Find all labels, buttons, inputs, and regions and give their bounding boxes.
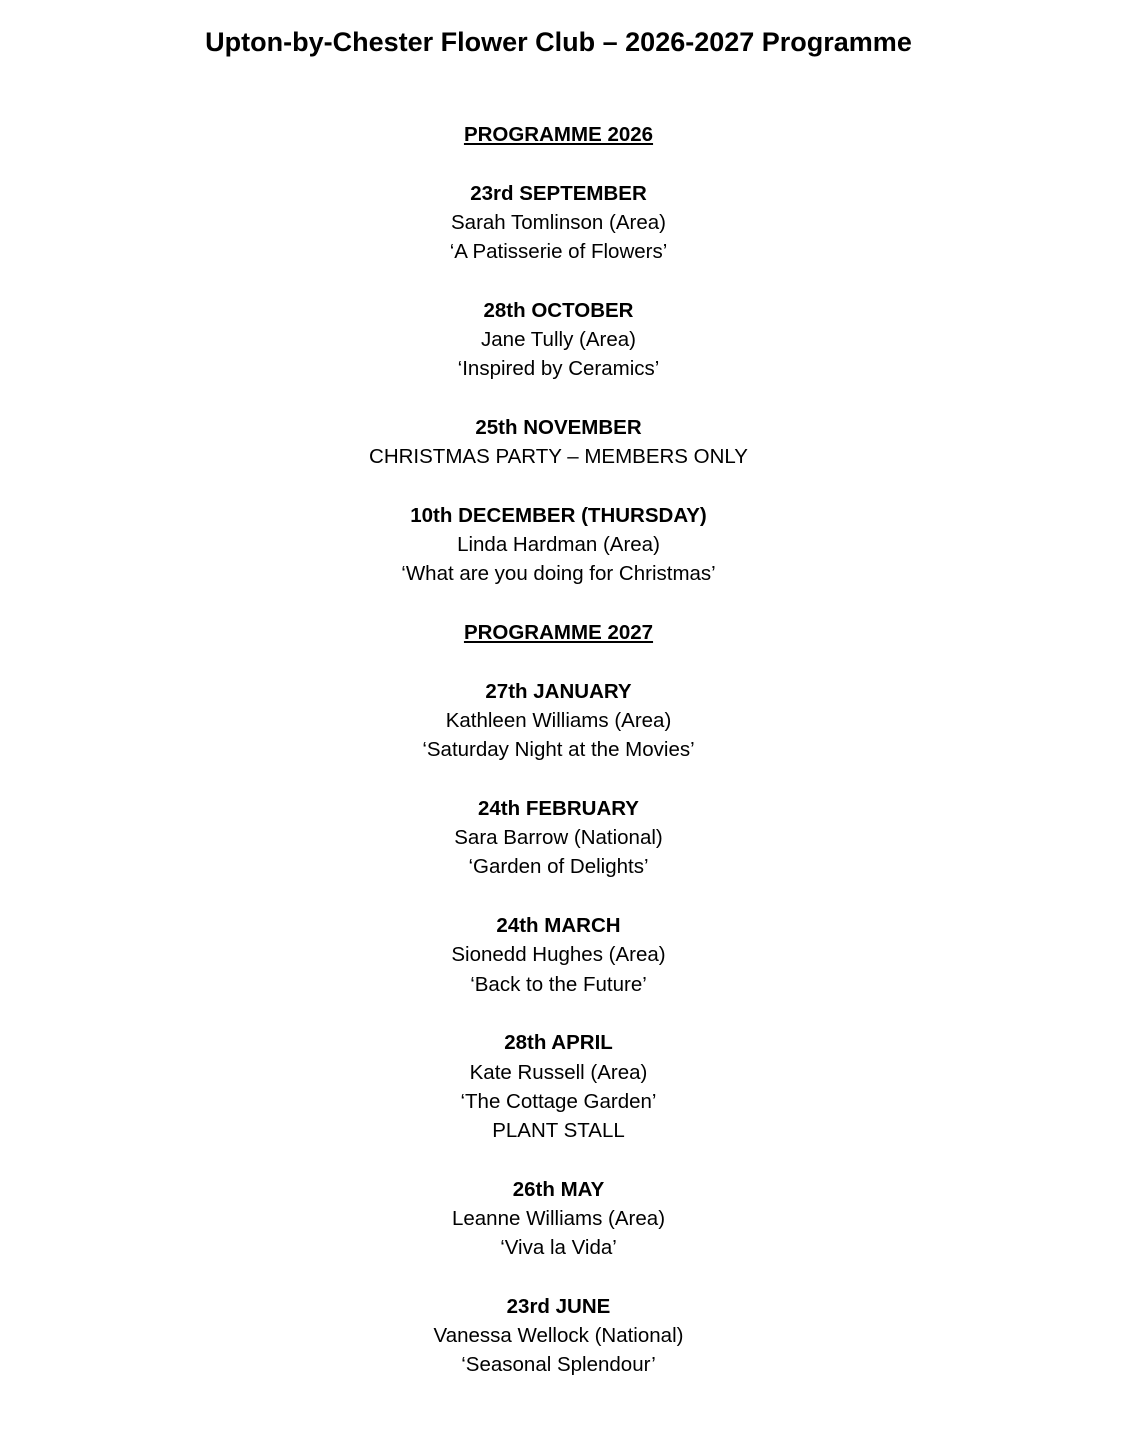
spacer <box>0 765 1117 794</box>
spacer <box>0 589 1117 618</box>
spacer <box>0 1263 1117 1292</box>
event-speaker: Vanessa Wellock (National) <box>433 1324 684 1348</box>
event-date: 27th JANUARY <box>485 679 632 703</box>
event-topic: ‘A Patisserie of Flowers’ <box>449 240 668 264</box>
event-date: 26th MAY <box>512 1177 605 1201</box>
event-topic: ‘The Cottage Garden’ <box>460 1089 657 1113</box>
event-block <box>0 677 1117 765</box>
event-block <box>0 501 1117 589</box>
event-topic: ‘Viva la Vida’ <box>500 1236 617 1260</box>
event-speaker: Leanne Williams (Area) <box>451 1206 666 1230</box>
event-date: 28th APRIL <box>504 1031 613 1055</box>
event-topic: ‘Inspired by Ceramics’ <box>457 357 660 381</box>
section-heading-2026: PROGRAMME 2026 <box>463 123 654 146</box>
spacer <box>0 149 1117 178</box>
event-date: 28th OCTOBER <box>483 298 634 322</box>
spacer <box>0 999 1117 1028</box>
event-block <box>0 1175 1117 1263</box>
event-speaker: Kathleen Williams (Area) <box>445 708 672 732</box>
event-speaker: Jane Tully (Area) <box>481 328 636 352</box>
event-speaker: Sionedd Hughes (Area) <box>451 943 666 967</box>
event-date: 10th DECEMBER (THURSDAY) <box>410 503 707 527</box>
spacer <box>0 1145 1117 1174</box>
event-block <box>0 1028 1117 1145</box>
event-topic: ‘Back to the Future’ <box>470 972 647 996</box>
event-block <box>0 911 1117 999</box>
event-block <box>0 794 1117 882</box>
document-title: Upton-by-Chester Flower Club – 2026-2027 Programme <box>205 27 912 57</box>
event-block <box>0 413 1117 472</box>
event-date: 25th NOVEMBER <box>475 415 642 439</box>
event-date: 23rd JUNE <box>506 1294 611 1318</box>
event-speaker: CHRISTMAS PARTY – MEMBERS ONLY <box>369 445 748 469</box>
spacer <box>0 384 1117 413</box>
spacer <box>0 472 1117 501</box>
programme-content <box>0 120 1117 1380</box>
event-speaker: Sarah Tomlinson (Area) <box>451 210 666 234</box>
event-date: 24th FEBRUARY <box>478 796 639 820</box>
event-date: 23rd SEPTEMBER <box>470 181 647 205</box>
event-topic: ‘Seasonal Splendour’ <box>461 1353 656 1377</box>
event-speaker: Sara Barrow (National) <box>454 826 663 850</box>
event-topic: ‘Saturday Night at the Movies’ <box>422 738 695 762</box>
spacer <box>0 647 1117 676</box>
section-heading-2027: PROGRAMME 2027 <box>463 621 654 645</box>
spacer <box>0 266 1117 295</box>
event-block <box>0 296 1117 384</box>
event-speaker: Linda Hardman (Area) <box>457 533 660 557</box>
event-speaker: Kate Russell (Area) <box>469 1060 648 1084</box>
event-topic: ‘What are you doing for Christmas’ <box>401 562 716 586</box>
event-topic: ‘Garden of Delights’ <box>468 855 649 879</box>
event-date: 24th MARCH <box>496 914 621 938</box>
spacer <box>0 882 1117 911</box>
event-note: PLANT STALL <box>492 1119 625 1143</box>
event-block <box>0 179 1117 267</box>
event-block <box>0 1292 1117 1380</box>
